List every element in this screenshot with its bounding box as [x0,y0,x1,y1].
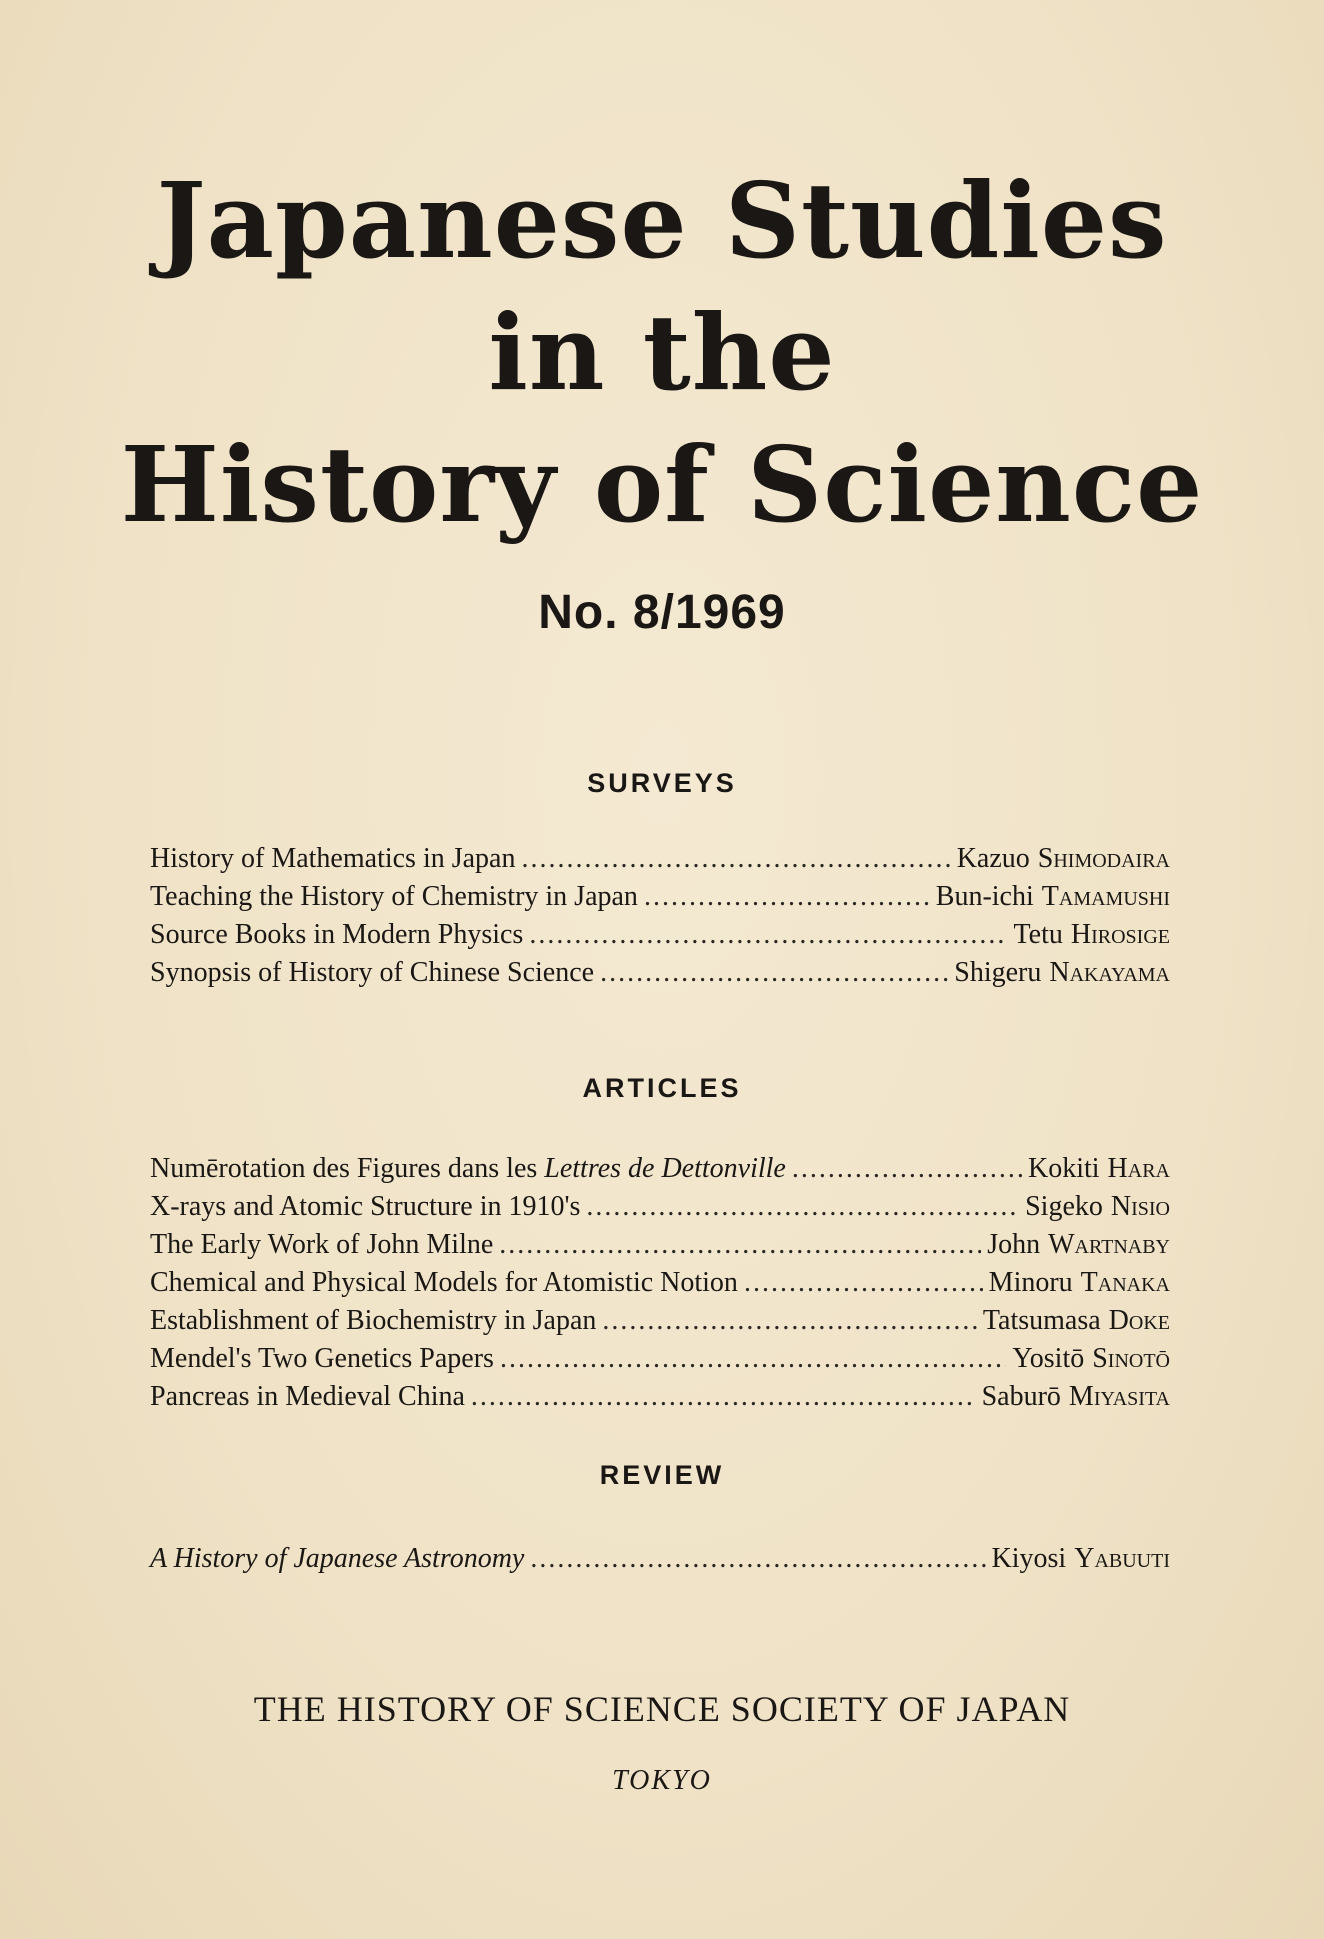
journal-title [0,155,1324,551]
author-surname: Hirosige [1070,919,1170,950]
toc-entry [150,878,1170,916]
author-given-name: Kiyosi [991,1543,1067,1574]
issue-number: No. 8/1969 [538,586,786,639]
entry-author [1012,1340,1170,1378]
dot-leader [602,1302,977,1340]
review-heading: REVIEW [599,1460,725,1490]
author-given-name: Sigeko [1025,1191,1103,1222]
author-surname: Tanaka [1080,1267,1170,1298]
author-given-name: Tatsumasa [982,1305,1101,1336]
author-given-name: John [987,1229,1041,1260]
entry-title: The Early Work of John Milne [150,1229,494,1260]
dot-leader [529,916,1007,954]
entry-title: Chemical and Physical Models for Atomistic Notion [150,1267,738,1298]
dot-leader [530,1540,985,1578]
entry-title: History of Mathematics in Japan [150,843,516,874]
entry-title: X-rays and Atomic Structure in 1910's [150,1191,581,1222]
title-line-1: Japanese Studies [156,159,1168,282]
articles-list [150,1150,1170,1416]
author-surname: Nisio [1110,1191,1170,1222]
entry-title-italic: Lettres de Dettonville [544,1153,786,1184]
author-given-name: Kokiti [1027,1153,1100,1184]
publisher-city: TOKYO [612,1765,712,1796]
author-given-name: Yositō [1012,1343,1085,1374]
author-surname: Yabuuti [1074,1543,1170,1574]
entry-title: Source Books in Modern Physics [150,919,524,950]
toc-entry [150,954,1170,992]
entry-author [1014,916,1170,954]
author-surname: Miyasita [1068,1381,1170,1412]
entry-author [1028,1150,1170,1188]
author-given-name: Tetu [1013,919,1063,950]
entry-author [936,878,1170,916]
author-surname: Wartnaby [1048,1229,1170,1260]
entry-author [989,1264,1170,1302]
toc-entry [150,1264,1170,1302]
toc-entry [150,1378,1170,1416]
dot-leader [586,1188,1019,1226]
publisher-name: THE HISTORY OF SCIENCE SOCIETY OF JAPAN [253,1689,1071,1729]
dot-leader [521,840,950,878]
entry-author [1025,1188,1170,1226]
entry-title: Teaching the History of Chemistry in Japan [150,881,638,912]
toc-entry [150,1226,1170,1264]
entry-title: Establishment of Biochemistry in Japan [150,1305,597,1336]
entry-title: Mendel's Two Genetics Papers [150,1343,494,1374]
author-given-name: Bun-ichi [935,881,1034,912]
author-given-name: Shigeru [954,957,1042,988]
entry-title: A History of Japanese Astronomy [150,1543,525,1574]
title-line-3: History of Science [120,423,1204,546]
toc-entry [150,1302,1170,1340]
author-surname: Hara [1107,1153,1170,1184]
title-line-2: in the [488,291,836,414]
toc-entry [150,1540,1170,1578]
review-list [150,1540,1170,1578]
dot-leader [744,1264,983,1302]
author-surname: Tamamushi [1041,881,1170,912]
toc-entry [150,1340,1170,1378]
author-surname: Doke [1108,1305,1170,1336]
entry-author [983,1302,1170,1340]
dot-leader [792,1150,1022,1188]
dot-leader [499,1226,981,1264]
dot-leader [471,1378,976,1416]
entry-title-prefix: Numērotation des Figures dans les [150,1153,545,1184]
entry-author [957,840,1170,878]
entry-title: Synopsis of History of Chinese Science [150,957,595,988]
author-surname: Nakayama [1049,957,1170,988]
entry-author [987,1226,1170,1264]
dot-leader [600,954,948,992]
author-given-name: Saburō [981,1381,1061,1412]
dot-leader [500,1340,1006,1378]
dot-leader [644,878,930,916]
articles-heading: ARTICLES [582,1073,742,1103]
entry-title [150,1150,786,1188]
toc-entry [150,840,1170,878]
author-given-name: Kazuo [956,843,1030,874]
toc-entry [150,1188,1170,1226]
surveys-heading: SURVEYS [587,768,737,798]
surveys-list [150,840,1170,992]
entry-title: Pancreas in Medieval China [150,1381,465,1412]
author-given-name: Minoru [988,1267,1073,1298]
author-surname: Sinotō [1092,1343,1170,1374]
entry-author [992,1540,1170,1578]
entry-author [954,954,1170,992]
toc-entry [150,916,1170,954]
toc-entry [150,1150,1170,1188]
author-surname: Shimodaira [1037,843,1170,874]
entry-author [982,1378,1170,1416]
